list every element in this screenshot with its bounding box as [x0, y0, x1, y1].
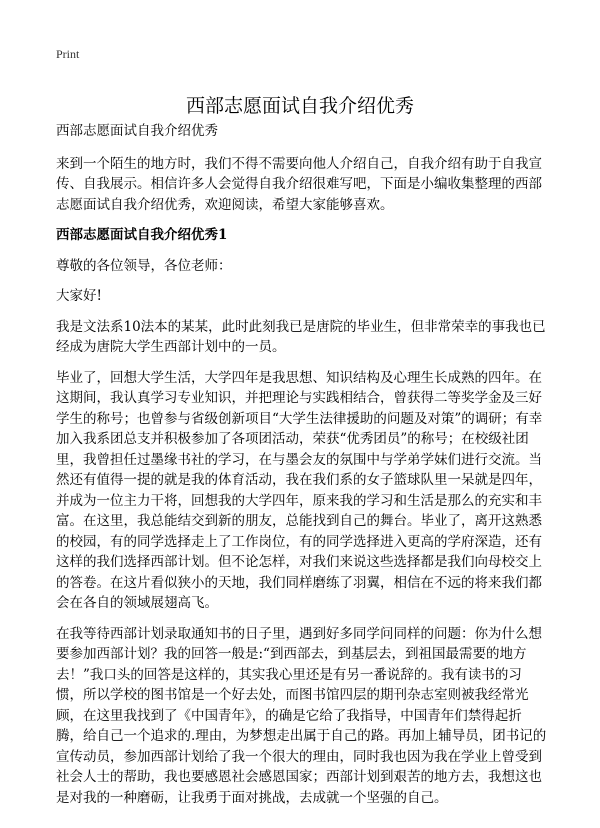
- greeting: 大家好!: [56, 288, 102, 304]
- body-paragraph: 毕业了，回想大学生活，大学四年是我思想、知识结构及心理生长成熟的四年。在这期间，我认真学习专业知识，并把理论与实践相结合，曾获得二等奖学金及三好学生的称号；也曾参与省级创新项目“大学生法律援助的问题及对策”的调研；有幸加入我系团总支并积极参加了各项团活动，荣获“优秀团员”的称号；在校级社团里，我曾担任过墨缘书社的学习，在与墨会友的氛围中与学弟学妹们进行交流。当然还有值得一提的就是我的体育活动，我在我们系的女子篮球队里一呆就是四年，并成为一位主力干将，回想我的大学四年，原来我的学习和生活是那么的充实和丰富。在这里，我总能结交到新的朋友，总能找到自己的舞台。毕业了，离开这熟悉的校园，有的同学选择走上了工作岗位，有的同学选择进入更高的学府深造，还有这样的我们选择西部计划。但不论怎样，对我们来说这些选择都是我们向母校交上的答卷。在这片看似狭小的天地，我们同样磨练了羽翼，相信在不远的将来我们都会在各自的领域展翅高飞。: [56, 369, 543, 611]
- intro-paragraph: 来到一个陌生的地方时，我们不得不需要向他人介绍自己，自我介绍有助于自我宣传、自我展示。相信许多人会觉得自我介绍很难写吧，下面是小编收集整理的西部志愿面试自我介绍优秀，欢迎阅读，希望大家能够喜欢。: [56, 155, 542, 213]
- salutation: 尊敬的各位领导，各位老师：: [56, 257, 232, 274]
- print-link[interactable]: Print: [56, 47, 80, 61]
- body-paragraph: 在我等待西部计划录取通知书的日子里，遇到好多同学问同样的问题：你为什么想要参加西部计划？我的回答一般是:“到西部去，到基层去，到祖国最需要的地方去！”我口头的回答是这样的，其实我心里还是有另一番说辞的。我有读书的习惯，所以学校的图书馆是一个好去处，而图书馆四层的期刊杂志室则被我经常光顾，在这里我找到了《中国青年》，的确是它给了我指导，中国青年们禁得起折腾，给自己一个追求的.理由，为梦想走出属于自己的路。再加上辅导员，团书记的宣传动员，参加西部计划给了我一个很大的理由，同时我也因为我在学业上曾受到社会人士的帮助，我也要感恩社会感恩国家；西部计划到艰苦的地方去，我想这也是对我的一种磨砺，让我勇于面对挑战，去成就一个坚强的自己。: [56, 625, 547, 806]
- section-heading: 西部志愿面试自我介绍优秀1: [56, 227, 228, 243]
- article-body: [56, 121, 548, 818]
- article-subtitle: 西部志愿面试自我介绍优秀: [56, 123, 218, 139]
- page-title: 西部志愿面试自我介绍优秀: [185, 94, 414, 117]
- body-paragraph: 我是文法系10法本的某某，此时此刻我已是唐院的毕业生，但非常荣幸的事我也已经成为唐院大学生西部计划中的一员。: [56, 318, 546, 355]
